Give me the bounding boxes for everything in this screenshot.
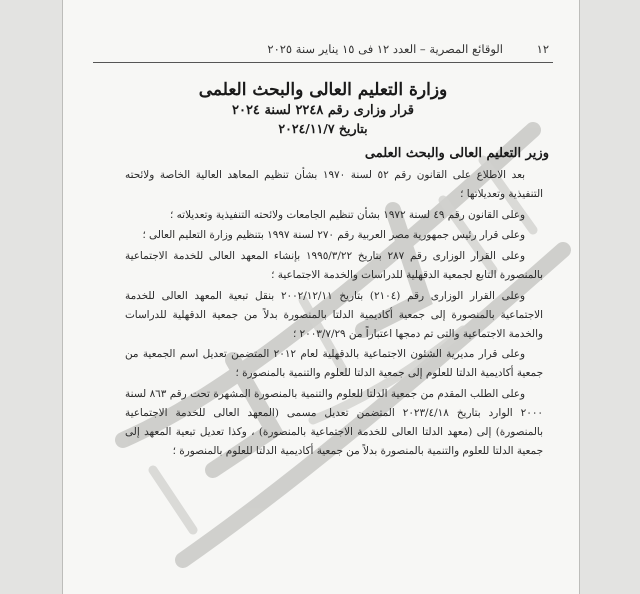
header-divider (93, 62, 553, 63)
preamble-paragraph: وعلى القرار الوزارى رقم (٢١٠٤) بتاريخ ٢٠٠٢/١٢/١١ بنقل تبعية المعهد العالى للخدمة الاجتماعية بالمنصورة إلى جمعية أكاديمية الدلتا بالمنصورة بدلاً من جمعية الدقهلية للدراسات والخدمة الاجتماعية والتى تم دمجها اعتباراً من ٢٠٠٣/٧/٢٩ ؛ (125, 289, 543, 340)
decree-number: قرار وزارى رقم ٢٢٤٨ لسنة ٢٠٢٤ (231, 103, 414, 118)
preamble-paragraph: وعلى القرار الوزارى رقم ٢٨٧ بتاريخ ١٩٩٥/٣/٢٢ بإنشاء المعهد العالى للخدمة الاجتماعية بالمنصورة التابع لجمعية الدقهلية للدراسات والخدمة الاجتماعية ؛ (125, 249, 543, 281)
document-page (62, 0, 580, 594)
preamble-paragraph: بعد الاطلاع على القانون رقم ٥٢ لسنة ١٩٧٠ بشأن تنظيم المعاهد العالية الخاصة ولائحته التنفيذية وتعديلاتها ؛ (125, 169, 543, 201)
preamble-paragraph: وعلى قرار مديرية الشئون الاجتماعية بالدقهلية لعام ٢٠١٢ المتضمن تعديل اسم الجمعية من جمعية أكاديمية الدلتا للعلوم إلى جمعية الدلتا للعلوم والتنمية بالمنصورة ؛ (125, 348, 543, 380)
decree-title-block (143, 78, 503, 138)
decree-date: بتاريخ ٢٠٢٤/١١/٧ (278, 121, 368, 136)
ministry-name: وزارة التعليم العالى والبحث العلمى (198, 80, 448, 100)
decree-body (125, 166, 543, 463)
preamble-paragraph: وعلى قرار رئيس جمهورية مصر العربية رقم ٢٧٠ لسنة ١٩٩٧ بتنظيم وزارة التعليم العالى ؛ (142, 229, 525, 242)
page-number: ١٢ (536, 42, 549, 56)
gazette-header (93, 42, 549, 60)
preamble-paragraph: وعلى القانون رقم ٤٩ لسنة ١٩٧٢ بشأن تنظيم الجامعات ولائحته التنفيذية وتعديلاته ؛ (170, 208, 525, 221)
minister-heading: وزير التعليم العالى والبحث العلمى (364, 146, 549, 161)
gazette-issue-title: الوقائع المصرية – العدد ١٢ فى ١٥ يناير سنة ٢٠٢٥ (267, 42, 503, 56)
preamble-paragraph: وعلى الطلب المقدم من جمعية الدلتا للعلوم والتنمية بالمنصورة المشهرة تحت رقم ٨٦٣ لسنة ٢٠٠٠ الوارد بتاريخ ٢٠٢٣/٤/١٨ المتضمن تعديل مسمى (المعهد العالى للخدمة الاجتماعية بالمنصورة) إلى (معهد الدلتا العالى للخدمة الاجتماعية بالمنصورة) ، وكذا تعديل تبعية المعهد إلى جمعية الدلتا للعلوم والتنمية بالمنصورة بدلاً من جمعية أكاديمية الدلتا للعلوم بالمنصورة ؛ (125, 388, 543, 458)
